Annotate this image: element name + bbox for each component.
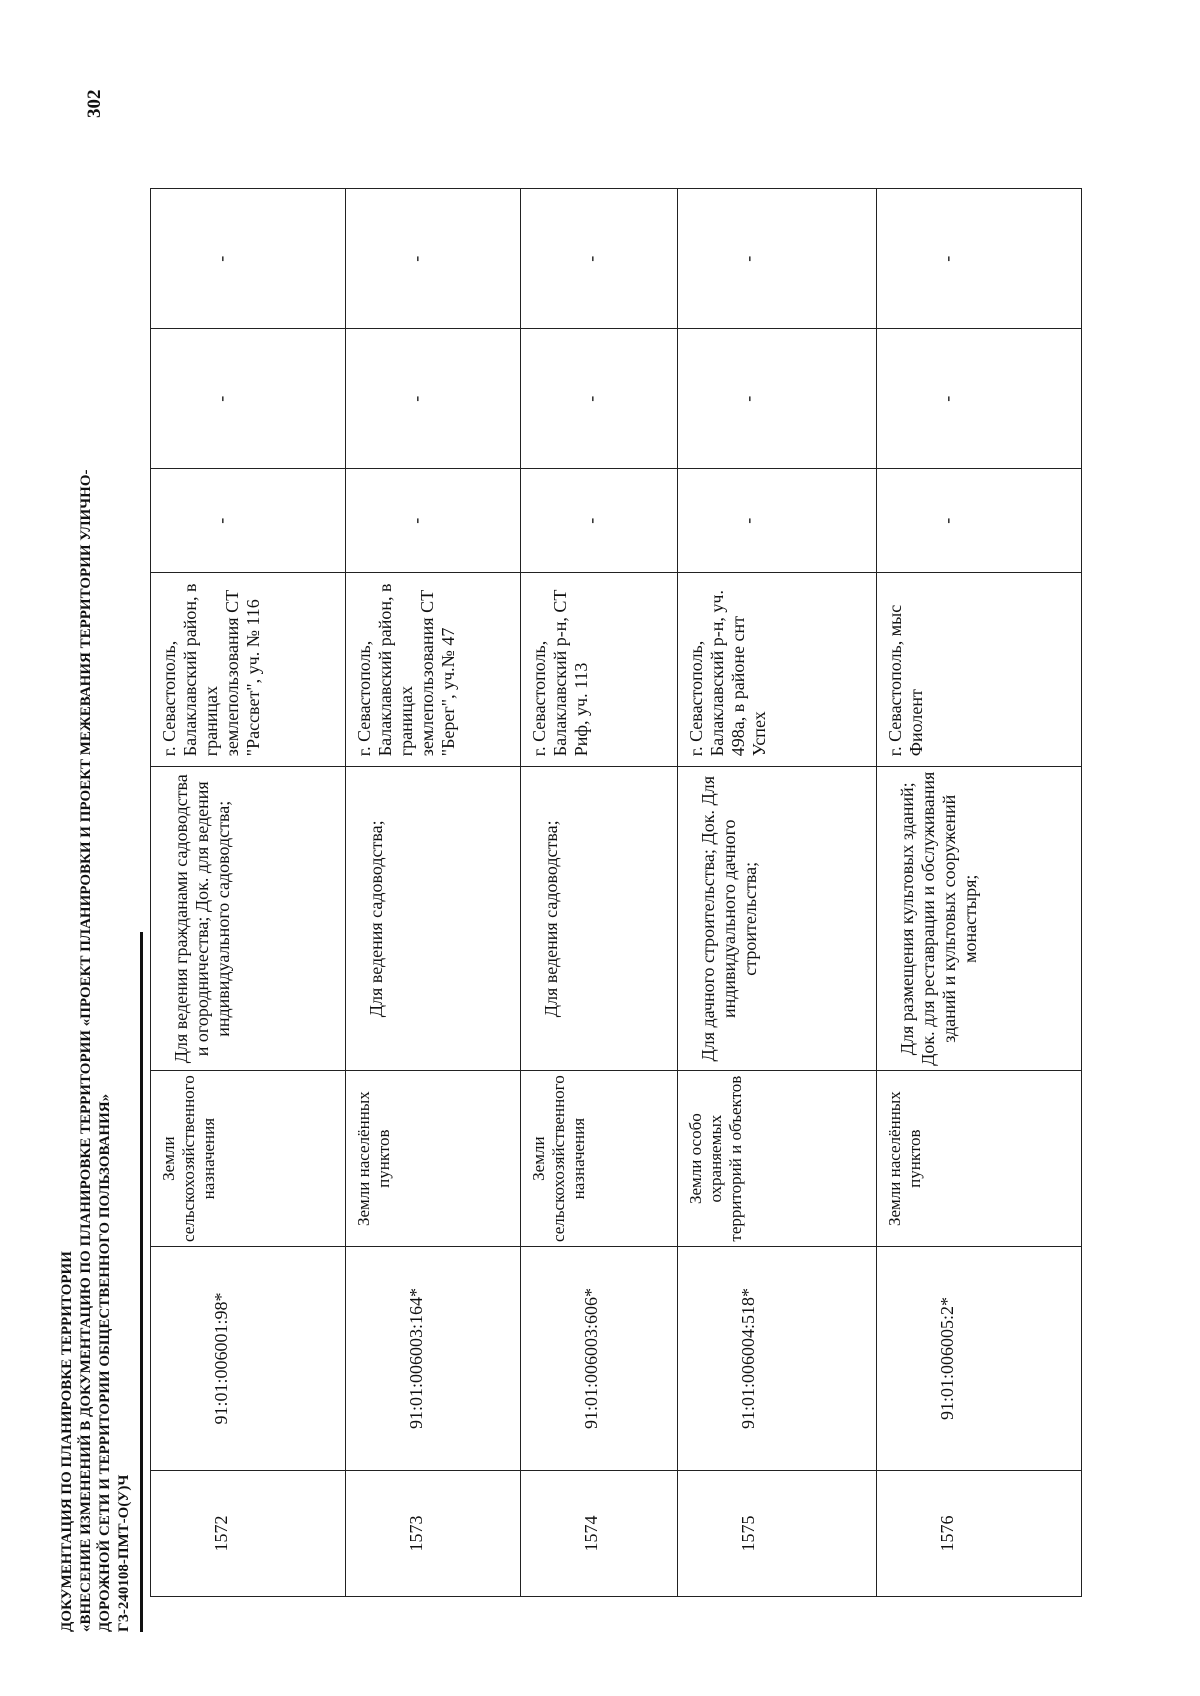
permitted-use: Для дачного строительства; Док. Для индивидуального дачного строительства; (678, 767, 877, 1071)
land-category: Земли населённых пунктов (346, 1071, 521, 1247)
page-number: 302 (84, 89, 105, 118)
cell-col6: - (346, 469, 521, 573)
table-row (521, 189, 678, 1597)
permitted-use: Для ведения садоводства; (346, 767, 521, 1071)
cadastral-number: 91:01:006003:606* (521, 1247, 678, 1471)
cell-col8: - (151, 189, 346, 329)
cell-col7: - (678, 329, 877, 469)
row-number: 1572 (151, 1471, 346, 1597)
cell-col7: - (346, 329, 521, 469)
document-header (58, 132, 134, 1632)
cell-col8: - (521, 189, 678, 329)
header-line-4: ГЗ-240108-ПМТ-О(У)Ч (116, 1474, 132, 1632)
cell-col6: - (151, 469, 346, 573)
cell-col8: - (346, 189, 521, 329)
header-line-1: ДОКУМЕНТАЦИЯ ПО ПЛАНИРОВКЕ ТЕРРИТОРИИ (59, 1251, 75, 1632)
land-category: Земли особо охраняемых территорий и объектов (678, 1071, 877, 1247)
cadastral-number: 91:01:006005:2* (877, 1247, 1082, 1471)
permitted-use: Для ведения гражданами садоводства и огородничества; Док. для ведения индивидуального садоводства; (151, 767, 346, 1071)
address: г. Севастополь, Балаклавский район, в границах землепользования СТ "Берег", уч.№ 47 (346, 573, 521, 767)
address: г. Севастополь, Балаклавский район, в границах землепользования СТ "Рассвет", уч. № 116 (151, 573, 346, 767)
cell-col7: - (521, 329, 678, 469)
header-divider (140, 932, 143, 1632)
row-number: 1575 (678, 1471, 877, 1597)
land-plots-table (150, 188, 1082, 1597)
cell-col6: - (678, 469, 877, 573)
cell-col6: - (521, 469, 678, 573)
address: г. Севастополь, Балаклавский р-н, СТ Риф, уч. 113 (521, 573, 678, 767)
address: г. Севастополь, Балаклавский р-н, уч. 498а, в районе снт Успех (678, 573, 877, 767)
header-line-3: ДОРОЖНОЙ СЕТИ И ТЕРРИТОРИИ ОБЩЕСТВЕННОГО ПОЛЬЗОВАНИЯ» (97, 1093, 113, 1632)
table-row (877, 189, 1082, 1597)
row-number: 1576 (877, 1471, 1082, 1597)
cell-col8: - (678, 189, 877, 329)
cadastral-number: 91:01:006001:98* (151, 1247, 346, 1471)
table-row (346, 189, 521, 1597)
cadastral-number: 91:01:006004:518* (678, 1247, 877, 1471)
cadastral-number: 91:01:006003:164* (346, 1247, 521, 1471)
table-row (151, 189, 346, 1597)
header-line-2: «ВНЕСЕНИЕ ИЗМЕНЕНИЙ В ДОКУМЕНТАЦИЮ ПО ПЛАНИРОВКЕ ТЕРРИТОРИИ «ПРОЕКТ ПЛАНИРОВКИ И ПРОЕКТ МЕЖЕВАНИЯ ТЕРРИТОРИИ УЛИЧНО- (78, 469, 94, 1632)
cell-col7: - (877, 329, 1082, 469)
permitted-use: Для размещения культовых зданий; Док. для реставрации и обслуживания зданий и культовых сооружений монастыря; (877, 767, 1082, 1071)
table-row (678, 189, 877, 1597)
permitted-use: Для ведения садоводства; (521, 767, 678, 1071)
cell-col6: - (877, 469, 1082, 573)
land-category: Земли населённых пунктов (877, 1071, 1082, 1247)
land-category: Земли сельскохозяйственного назначения (521, 1071, 678, 1247)
cell-col7: - (151, 329, 346, 469)
cell-col8: - (877, 189, 1082, 329)
address: г. Севастополь, мыс Фиолент (877, 573, 1082, 767)
row-number: 1574 (521, 1471, 678, 1597)
land-category: Земли сельскохозяйственного назначения (151, 1071, 346, 1247)
row-number: 1573 (346, 1471, 521, 1597)
